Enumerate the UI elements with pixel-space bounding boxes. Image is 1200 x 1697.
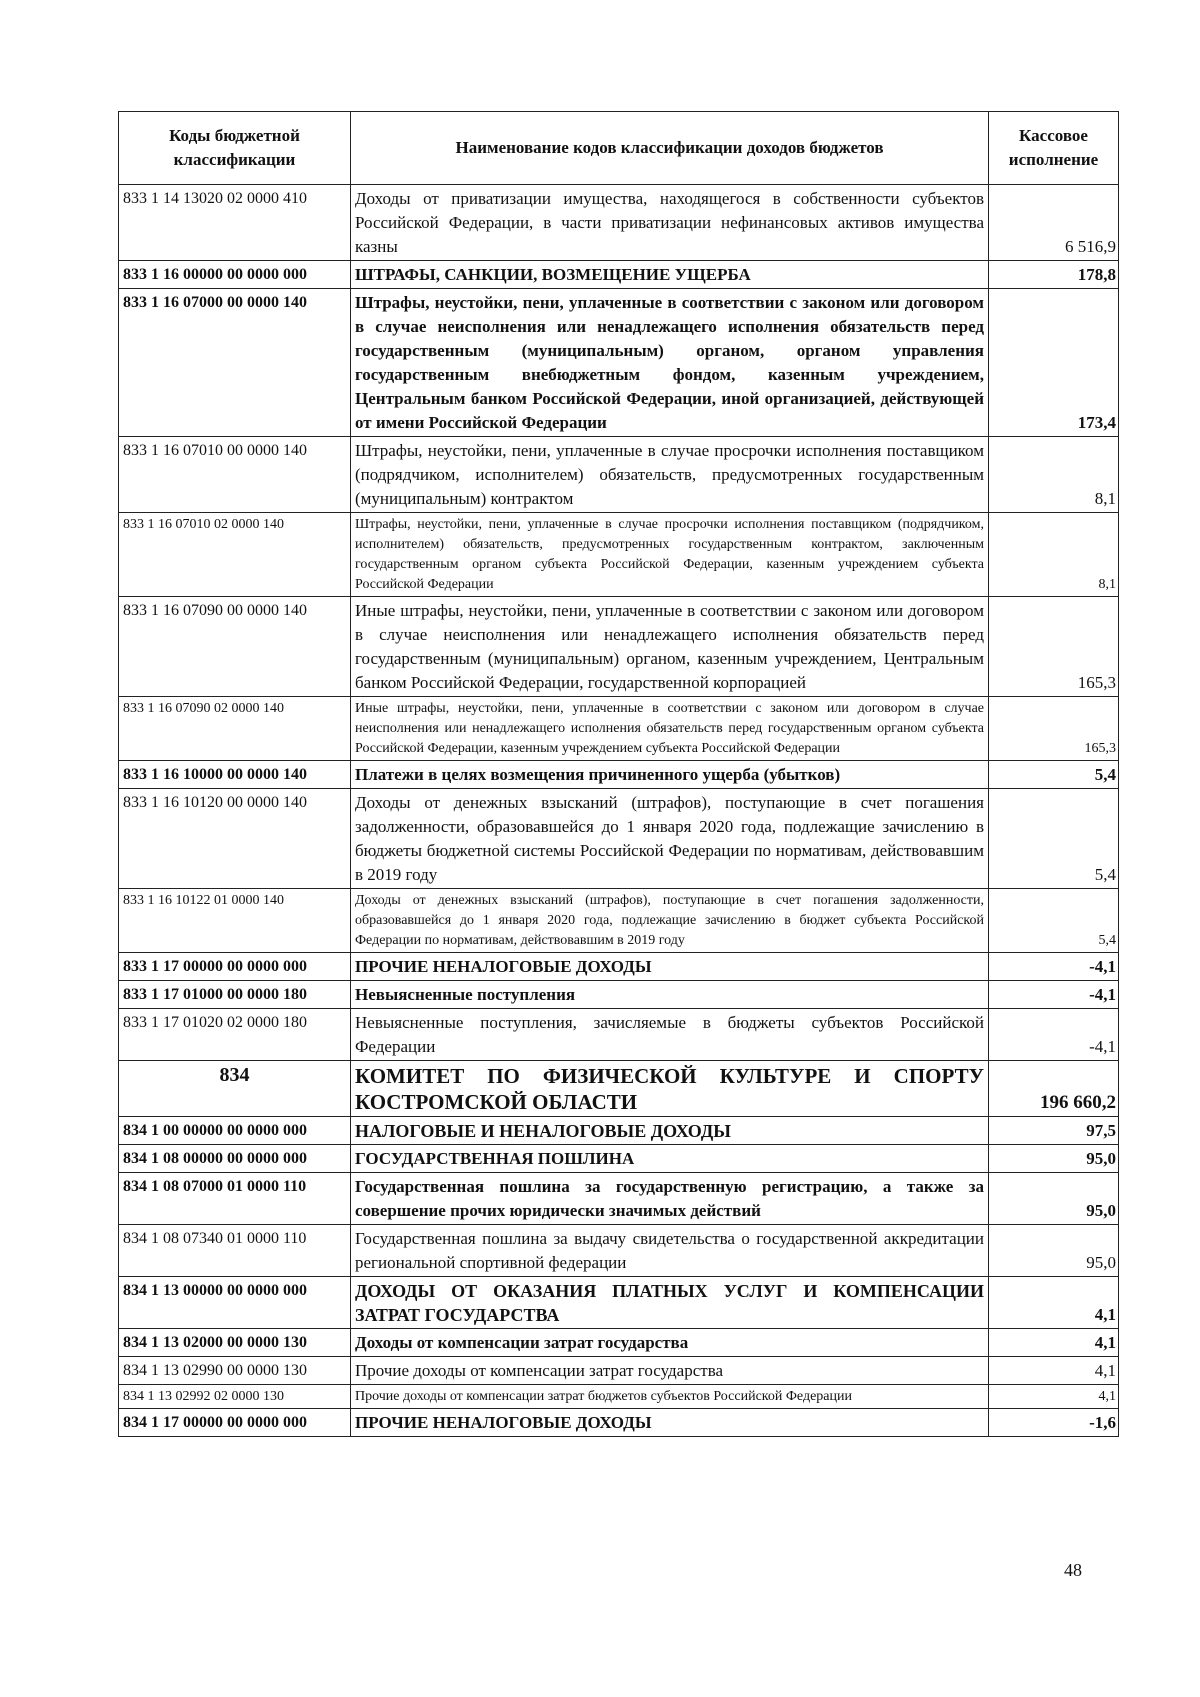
row-amount: -1,6 (989, 1409, 1119, 1437)
row-code: 833 1 16 07000 00 0000 140 (119, 289, 351, 437)
budget-table-page (118, 111, 1118, 1437)
table-row (119, 437, 1119, 513)
row-name: Штрафы, неустойки, пени, уплаченные в соответствии с законом или договором в случае неисполнения или ненадлежащего исполнения обязательств перед государственным (муниципальным) органом, органом управления государственным внебюджетным фондом, казенным учреждением, Центральным банком Российской Федерации, иной организацией, действующей от имени Российской Федерации (351, 289, 989, 437)
row-code: 834 1 13 02990 00 0000 130 (119, 1357, 351, 1385)
row-code: 834 1 00 00000 00 0000 000 (119, 1117, 351, 1145)
row-code: 833 1 16 07090 00 0000 140 (119, 597, 351, 697)
table-row (119, 889, 1119, 953)
row-code: 834 1 08 07340 01 0000 110 (119, 1225, 351, 1277)
table-row (119, 1173, 1119, 1225)
row-name: ШТРАФЫ, САНКЦИИ, ВОЗМЕЩЕНИЕ УЩЕРБА (351, 261, 989, 289)
row-amount: 5,4 (989, 789, 1119, 889)
table-header-row (119, 112, 1119, 185)
row-amount: 95,0 (989, 1145, 1119, 1173)
table-row (119, 1409, 1119, 1437)
table-row (119, 1225, 1119, 1277)
row-code: 833 1 17 01000 00 0000 180 (119, 981, 351, 1009)
table-row (119, 697, 1119, 761)
row-name: Государственная пошлина за государственную регистрацию, а также за совершение прочих юридически значимых действий (351, 1173, 989, 1225)
row-amount: 4,1 (989, 1357, 1119, 1385)
row-name: КОМИТЕТ ПО ФИЗИЧЕСКОЙ КУЛЬТУРЕ И СПОРТУ КОСТРОМСКОЙ ОБЛАСТИ (351, 1061, 989, 1117)
row-name: Иные штрафы, неустойки, пени, уплаченные в соответствии с законом или договором в случае неисполнения или ненадлежащего исполнения обязательств перед государственным органом субъекта Российской Федерации, казенным учреждением субъекта Российской Федерации (351, 697, 989, 761)
table-row (119, 1145, 1119, 1173)
revenue-table (118, 111, 1119, 1437)
row-amount: 95,0 (989, 1225, 1119, 1277)
header-code: Коды бюджетной классификации (119, 112, 351, 185)
row-amount: 165,3 (989, 597, 1119, 697)
row-name: Доходы от денежных взысканий (штрафов), поступающие в счет погашения задолженности, образовавшейся до 1 января 2020 года, подлежащие зачислению в бюджеты бюджетной системы Российской Федерации по нормативам, действовавшим в 2019 году (351, 789, 989, 889)
row-code: 833 1 16 00000 00 0000 000 (119, 261, 351, 289)
table-row (119, 1385, 1119, 1409)
row-name: Невыясненные поступления (351, 981, 989, 1009)
header-amount: Кассовое исполнение (989, 112, 1119, 185)
row-name: Прочие доходы от компенсации затрат государства (351, 1357, 989, 1385)
row-amount: -4,1 (989, 1009, 1119, 1061)
row-name: ГОСУДАРСТВЕННАЯ ПОШЛИНА (351, 1145, 989, 1173)
table-row (119, 513, 1119, 597)
row-code: 833 1 16 10120 00 0000 140 (119, 789, 351, 889)
row-code: 834 (119, 1061, 351, 1117)
row-code: 834 1 13 00000 00 0000 000 (119, 1277, 351, 1329)
row-amount: 196 660,2 (989, 1061, 1119, 1117)
row-name: ДОХОДЫ ОТ ОКАЗАНИЯ ПЛАТНЫХ УСЛУГ И КОМПЕНСАЦИИ ЗАТРАТ ГОСУДАРСТВА (351, 1277, 989, 1329)
table-row (119, 597, 1119, 697)
row-amount: -4,1 (989, 953, 1119, 981)
row-code: 833 1 17 00000 00 0000 000 (119, 953, 351, 981)
row-code: 833 1 16 07010 02 0000 140 (119, 513, 351, 597)
row-name: Невыясненные поступления, зачисляемые в бюджеты субъектов Российской Федерации (351, 1009, 989, 1061)
row-amount: 4,1 (989, 1329, 1119, 1357)
row-name: Доходы от компенсации затрат государства (351, 1329, 989, 1357)
row-code: 833 1 16 07090 02 0000 140 (119, 697, 351, 761)
row-amount: 8,1 (989, 513, 1119, 597)
row-amount: 178,8 (989, 261, 1119, 289)
row-amount: 4,1 (989, 1385, 1119, 1409)
row-code: 834 1 17 00000 00 0000 000 (119, 1409, 351, 1437)
row-code: 833 1 17 01020 02 0000 180 (119, 1009, 351, 1061)
table-row (119, 981, 1119, 1009)
table-body (119, 185, 1119, 1437)
row-name: Прочие доходы от компенсации затрат бюджетов субъектов Российской Федерации (351, 1385, 989, 1409)
table-row (119, 1117, 1119, 1145)
row-amount: 6 516,9 (989, 185, 1119, 261)
row-amount: 4,1 (989, 1277, 1119, 1329)
row-code: 834 1 13 02000 00 0000 130 (119, 1329, 351, 1357)
table-row (119, 953, 1119, 981)
row-amount: 5,4 (989, 889, 1119, 953)
row-code: 834 1 13 02992 02 0000 130 (119, 1385, 351, 1409)
table-row (119, 1009, 1119, 1061)
row-amount: 173,4 (989, 289, 1119, 437)
row-code: 833 1 16 07010 00 0000 140 (119, 437, 351, 513)
table-row (119, 1329, 1119, 1357)
row-name: НАЛОГОВЫЕ И НЕНАЛОГОВЫЕ ДОХОДЫ (351, 1117, 989, 1145)
row-name: Доходы от приватизации имущества, находящегося в собственности субъектов Российской Федерации, в части приватизации нефинансовых активов имущества казны (351, 185, 989, 261)
row-name: Государственная пошлина за выдачу свидетельства о государственной аккредитации региональной спортивной федерации (351, 1225, 989, 1277)
row-name: Штрафы, неустойки, пени, уплаченные в случае просрочки исполнения поставщиком (подрядчиком, исполнителем) обязательств, предусмотренных государственным контрактом, заключенным государственным органом субъекта Российской Федерации, казенным учреждением субъекта Российской Федерации (351, 513, 989, 597)
row-name: ПРОЧИЕ НЕНАЛОГОВЫЕ ДОХОДЫ (351, 1409, 989, 1437)
row-code: 834 1 08 07000 01 0000 110 (119, 1173, 351, 1225)
page-number: 48 (1064, 1560, 1082, 1580)
row-amount: 5,4 (989, 761, 1119, 789)
row-name: Доходы от денежных взысканий (штрафов), поступающие в счет погашения задолженности, образовавшейся до 1 января 2020 года, подлежащие зачислению в бюджет субъекта Российской Федерации по нормативам, действовавшим в 2019 году (351, 889, 989, 953)
row-name: Платежи в целях возмещения причиненного ущерба (убытков) (351, 761, 989, 789)
row-amount: 165,3 (989, 697, 1119, 761)
row-amount: -4,1 (989, 981, 1119, 1009)
header-name: Наименование кодов классификации доходов бюджетов (351, 112, 989, 185)
row-code: 833 1 14 13020 02 0000 410 (119, 185, 351, 261)
table-row (119, 1277, 1119, 1329)
table-row (119, 289, 1119, 437)
table-row (119, 761, 1119, 789)
table-row (119, 789, 1119, 889)
row-code: 833 1 16 10122 01 0000 140 (119, 889, 351, 953)
table-row (119, 185, 1119, 261)
row-name: Иные штрафы, неустойки, пени, уплаченные в соответствии с законом или договором в случае неисполнения или ненадлежащего исполнения обязательств перед государственным (муниципальным) органом, казенным учреждением, Центральным банком Российской Федерации, государственной корпорацией (351, 597, 989, 697)
row-amount: 8,1 (989, 437, 1119, 513)
row-code: 834 1 08 00000 00 0000 000 (119, 1145, 351, 1173)
table-row (119, 261, 1119, 289)
row-name: ПРОЧИЕ НЕНАЛОГОВЫЕ ДОХОДЫ (351, 953, 989, 981)
row-amount: 97,5 (989, 1117, 1119, 1145)
table-row (119, 1357, 1119, 1385)
row-name: Штрафы, неустойки, пени, уплаченные в случае просрочки исполнения поставщиком (подрядчиком, исполнителем) обязательств, предусмотренных государственным (муниципальным) контрактом (351, 437, 989, 513)
table-row (119, 1061, 1119, 1117)
row-code: 833 1 16 10000 00 0000 140 (119, 761, 351, 789)
row-amount: 95,0 (989, 1173, 1119, 1225)
